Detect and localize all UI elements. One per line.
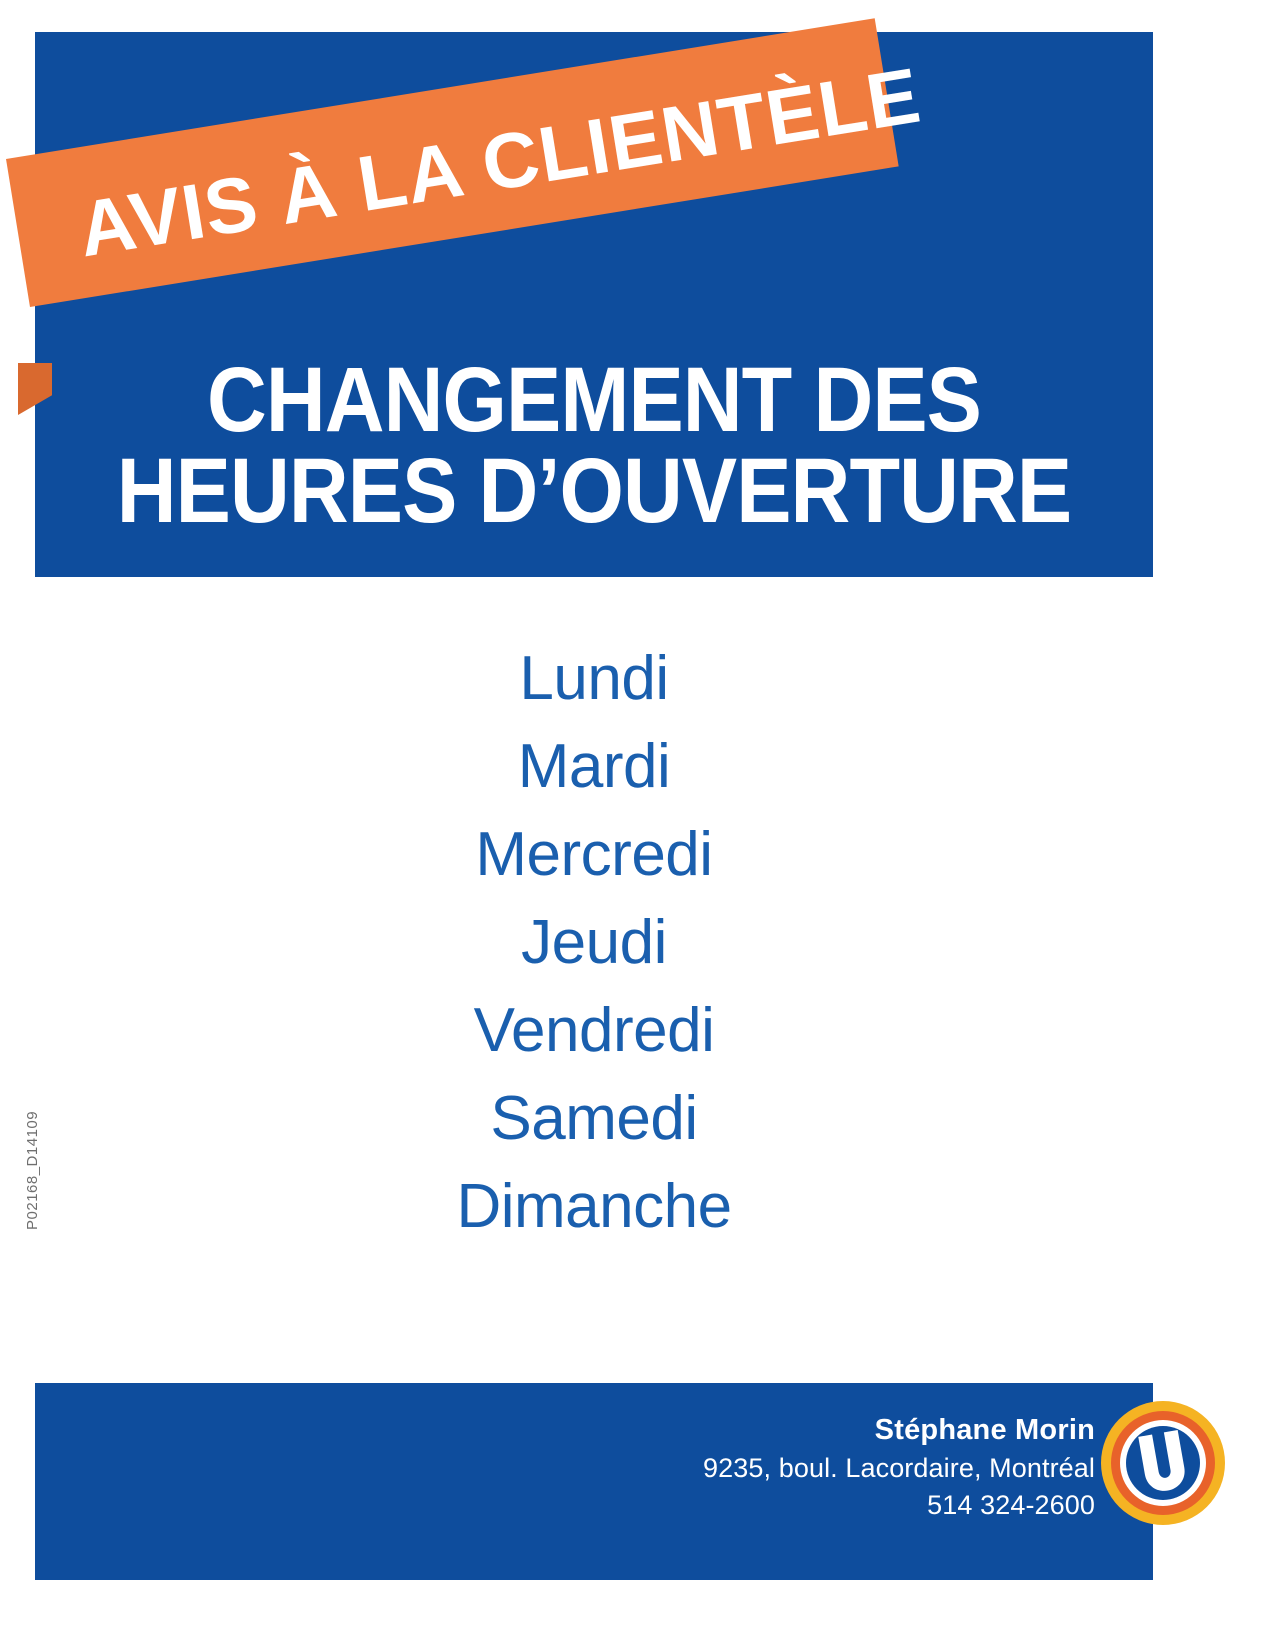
list-item: Dimanche [456,1172,732,1242]
list-item: Vendredi [473,996,715,1066]
list-item: Jeudi [521,908,667,978]
page-title [91,349,1097,543]
list-item: Mardi [517,732,671,802]
merchant-phone: 514 324-2600 [927,1489,1095,1520]
ribbon-label: AVIS À LA CLIENTÈLE [72,50,927,273]
page-title-line-2: HEURES D’OUVERTURE [116,440,1072,543]
page-title-line-1: CHANGEMENT DES [206,349,982,451]
footer-contact-block [455,1411,1095,1523]
days-list [35,635,1153,1251]
notice-ribbon [0,50,927,380]
list-item: Mercredi [475,820,713,890]
list-item: Samedi [490,1084,698,1154]
list-item: Lundi [519,644,669,713]
document-reference-code: P02168_D14109 [24,1110,41,1230]
merchant-address: 9235, boul. Lacordaire, Montréal [703,1453,1095,1484]
brand-logo-icon [1099,1399,1227,1527]
merchant-name: Stéphane Morin [874,1414,1095,1446]
